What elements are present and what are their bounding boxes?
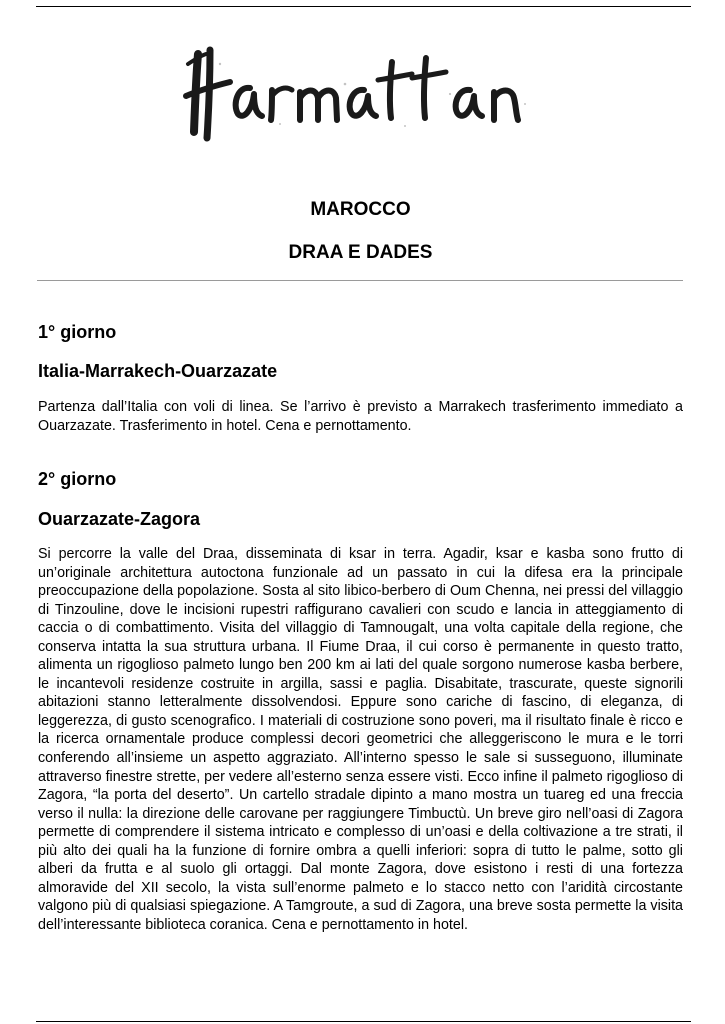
bottom-rule [36, 1021, 691, 1022]
document-subtitle: DRAA E DADES [288, 242, 433, 263]
day-1-label: 1° giorno [38, 322, 117, 342]
day-2-description: Si percorre la valle del Draa, disseminata di ksar in terra. Agadir, ksar e kasba sono frutto di un’originale architettura autoctona funzionale ad un passato in cui la difesa era la principale preoccupazione della popolazione. Sosta al sito libico-berbero di Oum Chenna, nei pressi del villaggio di Tinzouline, dove le incisioni rupestri raffigurano cavalieri con scudo e lancia in atteggiamento di caccia o di combattimento. Visita del villaggio di Tamnougalt, una volta capitale della regione, che conserva intatta la sua struttura urbana. Il Fiume Draa, il cui corso è permanente in questo tratto, alimenta un rigoglioso palmeto lungo ben 200 km ai lati del quale sorgono numerose kasba berbere, le incantevoli residenze costruite in argilla, sassi e paglia. Disabitate, trascurate, queste signorili abitazioni stanno letteralmente dissolvendosi. Eppure sono cariche di fascino, di eleganza, di leggerezza, di gusto scenografico. I materiali di costruzione sono poveri, ma il risultato finale è ricco e la ricerca ornamentale produce complessi decori geometrici che alleggeriscono le mura e le torri conferendo all’insieme un aspetto aggraziato. All’interno spesso le sale si susseguono, illuminate attraverso finestre strette, per vedere all’esterno senza essere visti. Ecco infine il palmeto rigoglioso di Zagora, “la porta del deserto”. Un cartello stradale dipinto a mano mostra un tuareg ed una freccia verso il nulla: la direzione delle carovane per raggiungere Timbuctù. Un breve giro nell’oasi di Zagora permette di comprendere il sistema intricato e complesso di un’oasi e della coltivazione a tre strati, il più alto dei quali ha la funzione di fornire ombra a quelli inferiori: sopra di tutto le palme, sotto gli alberi da frutta e al suolo gli ortaggi. Dal monte Zagora, dove esistono i resti di una fortezza almoravide del XII secolo, la vista sull’enorme palmeto e lo stacco netto con l’aridità circostante valgono più di qualsiasi spiegazione. A Tamgroute, a sud di Zagora, una breve sosta permette la visita dell’interessante biblioteca coranica. Cena e pernottamento in hotel. [38, 546, 683, 933]
title-divider [37, 280, 683, 281]
document-title: MAROCCO [310, 199, 411, 220]
day-2-route: Ouarzazate-Zagora [38, 509, 201, 529]
harmattan-logo [180, 34, 545, 144]
day-1-route: Italia-Marrakech-Ouarzazate [38, 361, 278, 381]
day-2-label: 2° giorno [38, 469, 117, 489]
top-rule [36, 6, 691, 7]
day-1-description: Partenza dall’Italia con voli di linea. Se l’arrivo è previsto a Marrakech trasferimento immediato a Ouarzazate. Trasferimento in hotel. Cena e pernottamento. [38, 399, 683, 434]
